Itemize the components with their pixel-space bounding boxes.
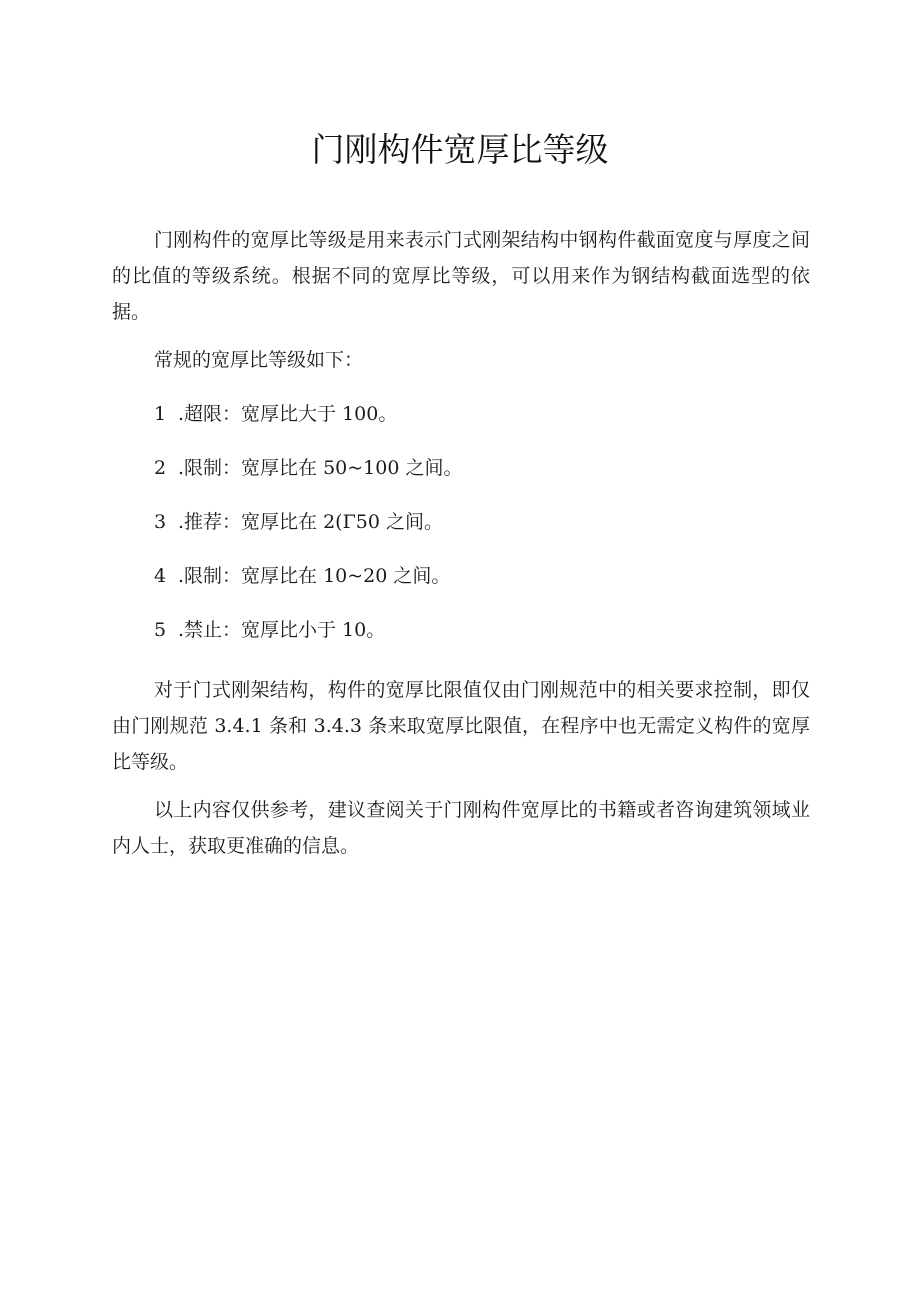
list-item-number: 1 xyxy=(154,403,167,425)
list-item-number: 5 xyxy=(154,619,167,641)
list-item-text: .禁止：宽厚比小于 10。 xyxy=(178,619,386,641)
document-title: 门刚构件宽厚比等级 xyxy=(311,130,609,169)
list-item xyxy=(154,396,810,432)
list-item-text: .限制：宽厚比在 10~20 之间。 xyxy=(178,565,451,587)
document-body xyxy=(112,222,810,864)
list-item-number: 2 xyxy=(154,457,167,479)
list-item xyxy=(154,558,810,594)
level-list xyxy=(112,396,810,648)
list-item xyxy=(154,504,810,540)
list-item-number: 3 xyxy=(154,511,167,533)
list-item xyxy=(154,450,810,486)
note-paragraph: 对于门式刚架结构，构件的宽厚比限值仅由门刚规范中的相关要求控制，即仅由门刚规范 3.4.1 条和 3.4.3 条来取宽厚比限值，在程序中也无需定义构件的宽厚比等级。 xyxy=(112,679,810,773)
list-item-number: 4 xyxy=(154,565,167,587)
list-item xyxy=(154,612,810,648)
list-item-text: .限制：宽厚比在 50~100 之间。 xyxy=(178,457,463,479)
list-item-text: .推荐：宽厚比在 2(Γ50 之间。 xyxy=(178,511,443,533)
intro-paragraph: 门刚构件的宽厚比等级是用来表示门式刚架结构中钢构件截面宽度与厚度之间的比值的等级系统。根据不同的宽厚比等级，可以用来作为钢结构截面选型的依据。 xyxy=(112,229,810,323)
list-lead: 常规的宽厚比等级如下： xyxy=(154,349,364,371)
disclaimer-paragraph: 以上内容仅供参考，建议查阅关于门刚构件宽厚比的书籍或者咨询建筑领域业内人士，获取更准确的信息。 xyxy=(112,799,810,857)
list-item-text: .超限：宽厚比大于 100。 xyxy=(178,403,398,425)
